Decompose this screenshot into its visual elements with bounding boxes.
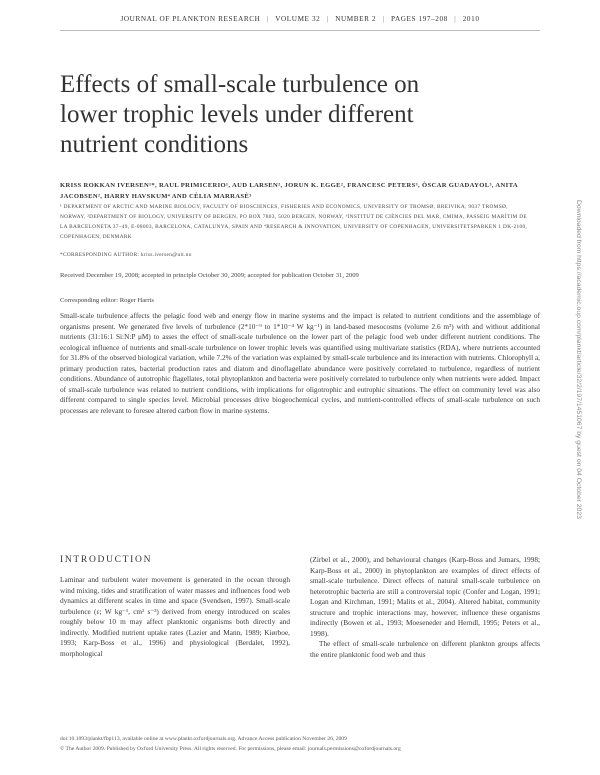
received-dates: Received December 19, 2008; accepted in principle October 30, 2009; accepted for publication October 31, 2009	[60, 272, 359, 279]
page-range: PAGES 197–208	[391, 15, 448, 23]
year: 2010	[462, 15, 480, 23]
author-list: KRISS ROKKAN IVERSEN¹*, RAUL PRIMICERIO¹, AUD LARSEN², JORUN K. EGGE², FRANCESC PETERS³, ÒSCAR GUADAYOL³, ANITA JACOBSEN², HARRY HAVSKUM⁴ AND CÈLIA MARRASÈ³	[60, 182, 518, 200]
corresponding-editor: Corresponding editor: Roger Harris	[60, 297, 154, 304]
header-rule	[60, 30, 540, 31]
intro-column-left: Laminar and turbulent water movement is generated in the ocean through wind mixing, tides and stratification of water masses and influences food web dynamics at different scales in time and space (Svendsen, 1997). Small-scale turbulence (ε; W kg⁻¹, cm² s⁻³) derived from energy introduced on scales roughly below 10 m may affect planktonic organisms both directly and indirectly. Modified nutrient uptake rates (Lazier and Mann, 1989; Kiørboe, 1993; Karp-Boss et al., 1996) and physiological (Berdalet, 1992), morphological	[60, 575, 290, 658]
intro-column-right	[310, 555, 540, 660]
copyright-line: © The Author 2009. Published by Oxford University Press. All rights reserved. For permissions, please email: journals.permissions@oxfordjournals.org	[60, 746, 401, 752]
issue-number: NUMBER 2	[335, 15, 377, 23]
journal-name: JOURNAL OF PLANKTON RESEARCH	[120, 15, 261, 23]
separator: |	[326, 15, 329, 23]
separator: |	[454, 15, 457, 23]
corresponding-author: *CORRESPONDING AUTHOR: kriss.iversen@uit.no	[60, 252, 192, 258]
download-watermark	[575, 200, 592, 620]
page-footer	[60, 734, 540, 754]
running-head	[120, 15, 480, 23]
article-title: Effects of small-scale turbulence on lower trophic levels under different nutrient conditions	[60, 71, 420, 158]
intro-paragraph-2: The effect of small-scale turbulence on different plankton groups affects the entire planktonic food web and thus	[310, 639, 540, 659]
intro-paragraph-continued: (Zirbel et al., 2000), and behavioural changes (Karp-Boss and Jumars, 1998; Karp-Boss et al., 2000) in phytoplankton are examples of direct effects of small-scale turbulence. Direct effects of natural small-scale turbulence on heterotrophic bacteria are still a controversial topic (Confer and Logan, 1991; Logan and Kirchman, 1991; Malits et al., 2004). Altered habitat, community structure and trophic interactions may, however, influence these organisms indirectly (Bowen et al., 1993; Moeseneder and Herndl, 1995; Peters et al., 1998).	[310, 555, 540, 638]
section-heading-introduction: INTRODUCTION	[60, 555, 153, 565]
abstract: Small-scale turbulence affects the pelagic food web and energy flow in marine systems and the impact is related to nutrient conditions and the assemblage of organisms present. We generated five levels of turbulence (2*10⁻⁹ to 1*10⁻⁴ W kg⁻¹) in land-based mesocosms (volume 2.6 m³) with and without additional nutrients (31:16:1 Si:N:P μM) to asses the effect of small-scale turbulence on the lower part of the pelagic food web under different nutrient conditions. The ecological influence of nutrients and small-scale turbulence on lower trophic levels was quantified using multivariate statistics (RDA), where nutrients accounted for 31.8% of the observed biological variation, while 7.2% of the variation was explained by small-scale turbulence and its interaction with nutrients. Chlorophyll a, primary production rates, bacterial production rates and diatom and dinoflagellate abundance were positively correlated to turbulence, regardless of nutrient conditions. Abundance of autotrophic flagellates, total phytoplankton and bacteria were positively correlated to turbulence only when nutrients were added. Impact of small-scale turbulence was related to nutrient conditions, with implications for oligotrophic and eutrophic situations. The effect on community level was also different compared to single species level. Microbial processes drive biogeochemical cycles, and nutrient-controlled effects of small-scale turbulence on such processes are relevant to foresee altered carbon flow in marine systems.	[60, 311, 540, 415]
volume: VOLUME 32	[275, 15, 321, 23]
doi-line: doi:10.1093/plankt/fbp113, available online at www.plankt.oxfordjournals.org. Advance Access publication November 26, 2009	[60, 736, 347, 742]
affiliations: ¹ DEPARTMENT OF ARCTIC AND MARINE BIOLOGY, FACULTY OF BIOSCIENCES, FISHERIES AND ECONOMICS, UNIVERSITY OF TROMSØ, BREIVIKA, 9037 TROMSØ, NORWAY, ²DEPARTMENT OF BIOLOGY, UNIVERSITY OF BERGEN, PO BOX 7803, 5020 BERGEN, NORWAY, ³INSTITUT DE CIÈNCIES DEL MAR, CMIMA, PASSEIG MARÍTIM DE LA BARCELONETA 37–49, E-08003, BARCELONA, CATALUNYA, SPAIN AND ⁴RESEARCH & INNOVATION, UNIVERSITY OF COPENHAGEN, UNIVERSITETSPARKEN 1 DK-2100, COPENHAGEN, DENMARK	[60, 203, 528, 241]
separator: |	[266, 15, 269, 23]
separator: |	[382, 15, 385, 23]
watermark-text: Downloaded from https://academic.oup.com/plankt/article/32/2/197/1451067 by guest on 04 October 2023	[575, 200, 582, 519]
